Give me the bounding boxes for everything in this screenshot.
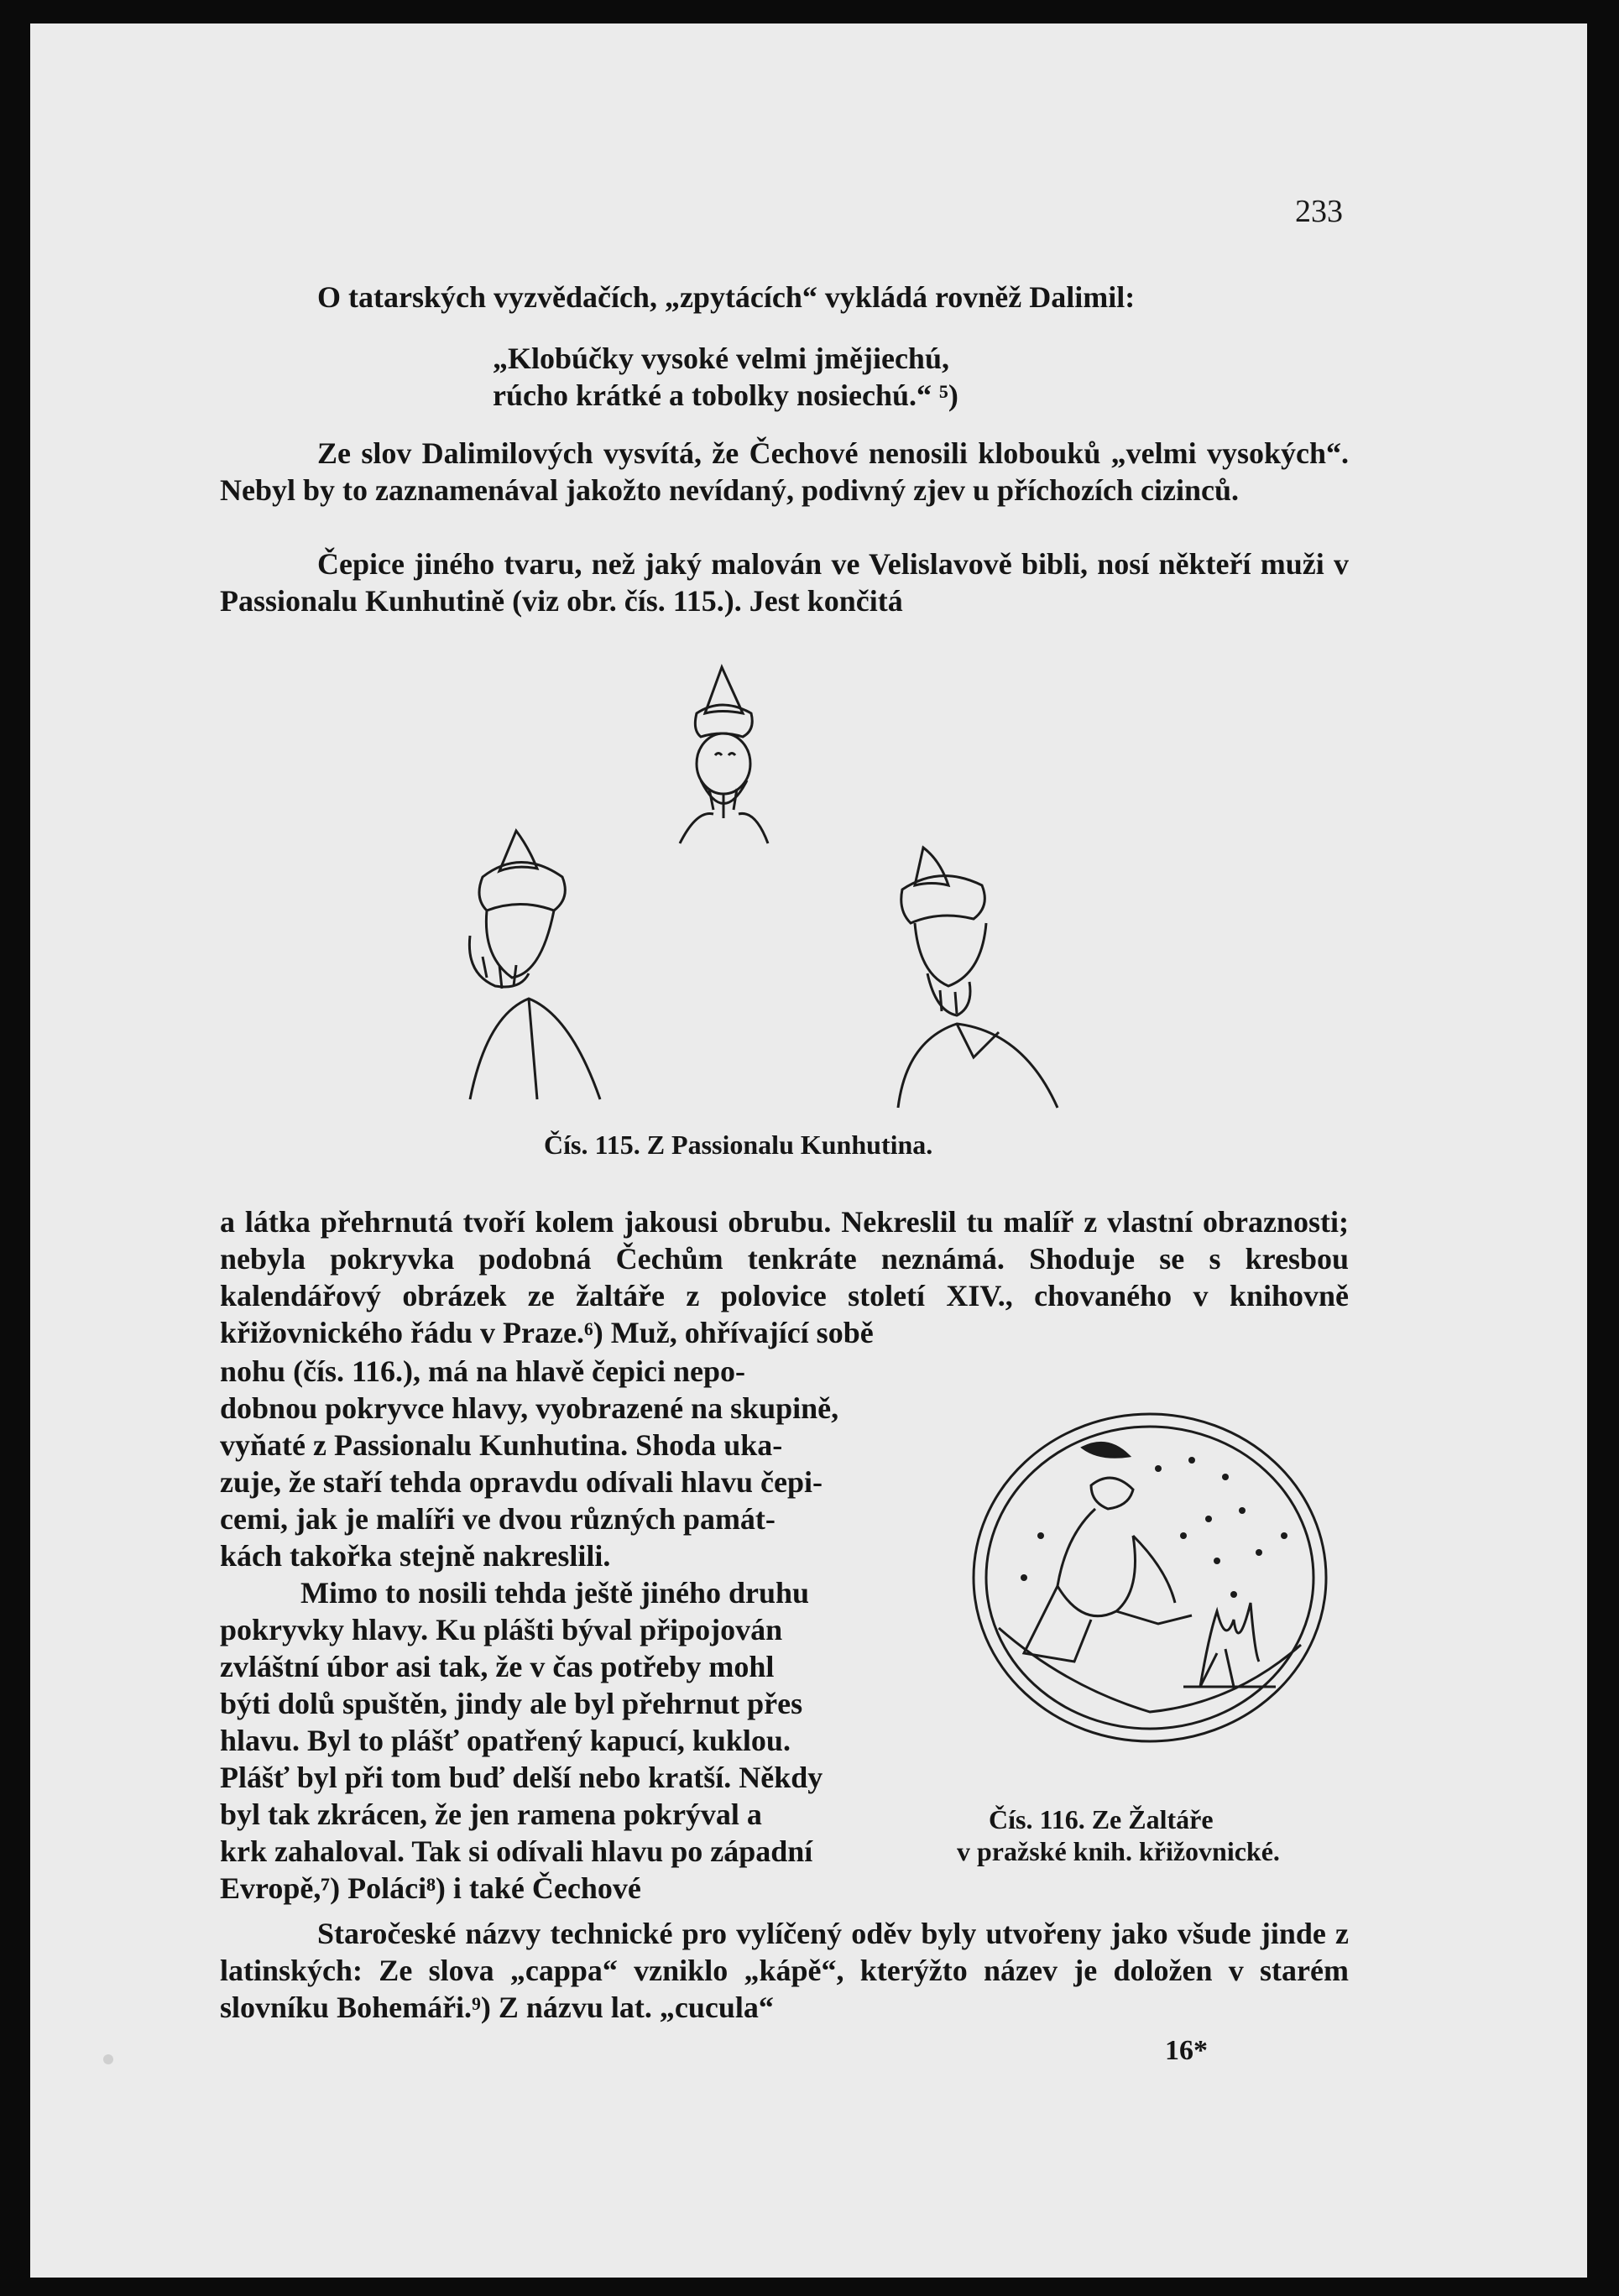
figure-116-caption-line-2: v pražské knih. křižovnické. xyxy=(957,1836,1280,1866)
text-line: nohu (čís. 116.), má na hlavě čepici nepo- xyxy=(220,1354,746,1388)
text-line: dobnou pokryvce hlavy, vyobrazené na skupině, xyxy=(220,1391,839,1425)
paragraph-dalimil-intro: O tatarských vyzvědačích, „zpytácích“ vykládá rovněž Dalimil: xyxy=(317,280,1136,314)
text-line: býti dolů spuštěn, jindy ale byl přehrnut přes xyxy=(220,1687,803,1720)
verse-line-2: rúcho krátké a tobolky nosiechú.“ ⁵) xyxy=(493,378,958,412)
figure-115-caption: Čís. 115. Z Passionalu Kunhutina. xyxy=(544,1130,933,1160)
signature-mark: 16* xyxy=(1165,2035,1208,2066)
paragraph-cap-description: a látka přehrnutá tvoří kolem jakousi obrubu. Nekreslil tu malíř z vlastní obraznosti; nebyla pokryvka podobná Čechům tenkráte neznámá. Shoduje se s kresbou kalendářový obrázek ze žaltáře z polovice století XIV., chovaného v knihovně křižovnického řádu v Praze.⁶) Muž, ohřívající sobě xyxy=(220,1205,1349,1349)
paragraph-comparison xyxy=(220,1353,929,1574)
text-line: pokryvky hlavy. Ku plášti býval připojován xyxy=(220,1613,783,1646)
head-top xyxy=(680,667,768,843)
paragraph-dalimil-hats: Ze slov Dalimilových vysvítá, že Čechové nenosili klobouků „velmi vysokých“. Nebyl by to zaznamenával jakožto nevídaný, podivný zjev u příchozích cizinců. xyxy=(220,436,1349,507)
text-line: zvláštní úbor asi tak, že v čas potřeby mohl xyxy=(220,1650,775,1683)
text-line: kách takořka stejně nakreslili. xyxy=(220,1539,611,1573)
text-line: cemi, jak je malíři ve dvou různých památ- xyxy=(220,1502,776,1536)
head-right xyxy=(898,848,1058,1108)
text-line: zuje, že staří tehda opravdu odívali hlavu čepi- xyxy=(220,1465,823,1499)
text-line: krk zahaloval. Tak si odívali hlavu po západní xyxy=(220,1834,813,1868)
figure-115-illustration xyxy=(420,655,1175,1125)
figure-116-caption-line-1: Čís. 116. Ze Žaltáře xyxy=(989,1804,1214,1834)
text-line: vyňaté z Passionalu Kunhutina. Shoda uka- xyxy=(220,1428,783,1462)
text-line: Mimo to nosili tehda ještě jiného druhu xyxy=(300,1576,810,1610)
text-line: hlavu. Byl to plášť opatřený kapucí, kuklou. xyxy=(220,1724,791,1757)
text-line: Evropě,⁷) Poláci⁸) i také Čechové xyxy=(220,1871,641,1905)
text-line: byl tak zkrácen, že jen ramena pokrýval a xyxy=(220,1798,762,1831)
paragraph-cap-shape: Čepice jiného tvaru, než jaký malován ve Velislavově bibli, nosí někteří muži v Passionalu Kunhutině (viz obr. čís. 115.). Jest končitá xyxy=(220,547,1349,618)
page-number: 233 xyxy=(1295,194,1343,229)
paragraph-hood xyxy=(220,1574,929,1907)
text-line: Plášť byl při tom buď delší nebo kratší. Někdy xyxy=(220,1761,823,1794)
head-left xyxy=(469,831,600,1099)
page-speck xyxy=(103,2054,113,2064)
paragraph-terms: Staročeské názvy technické pro vylíčený oděv byly utvořeny jako všude jinde z latinských: Ze slova „cappa“ vzniklo „kápě“, kterýžto název je doložen v starém slovníku Bohemáři.⁹) Z názvu lat. „cucula“ xyxy=(220,1917,1349,2024)
figure-116-illustration xyxy=(965,1410,1334,1754)
stars xyxy=(1021,1457,1287,1598)
verse-line-1: „Klobúčky vysoké velmi jmějiechú, xyxy=(493,342,949,375)
